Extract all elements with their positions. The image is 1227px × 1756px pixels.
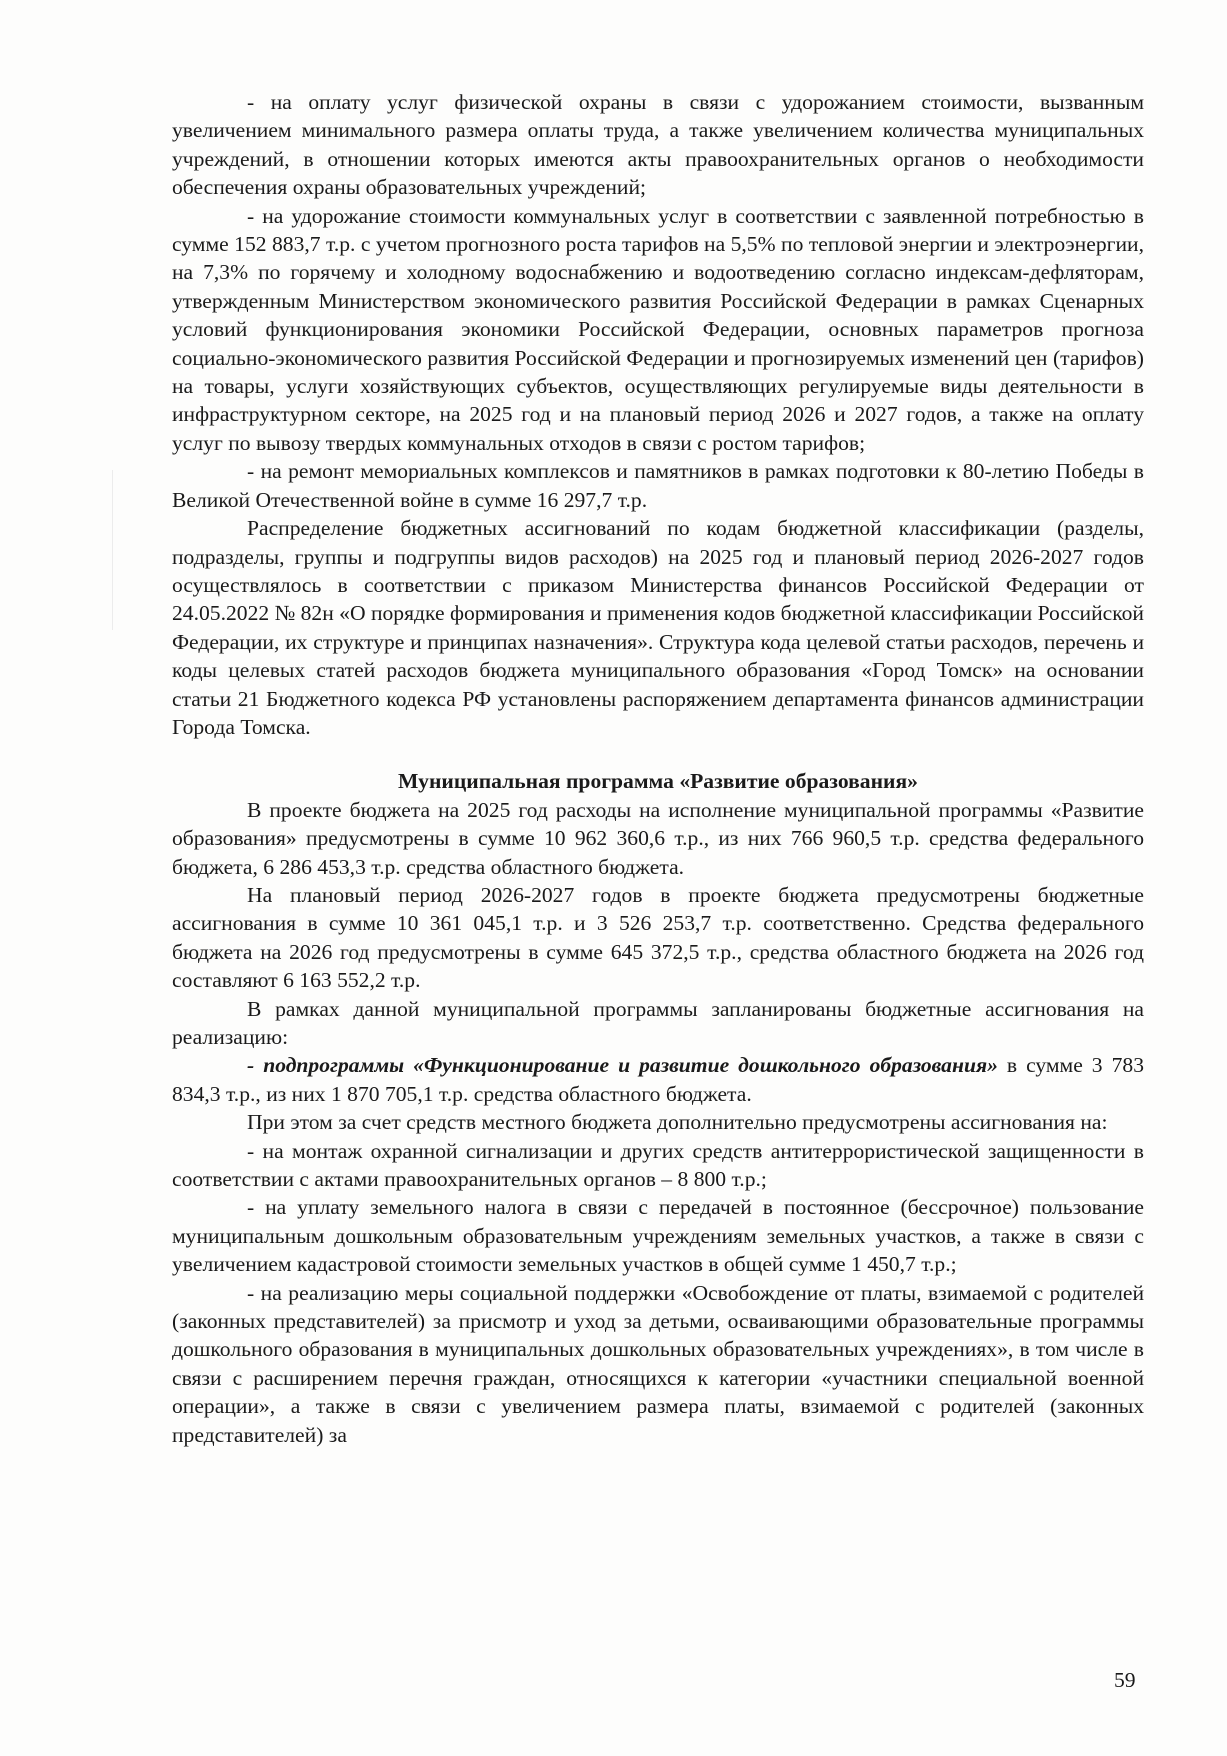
scan-edge-mark (112, 470, 113, 630)
paragraph-local-budget: При этом за счет средств местного бюджета дополнительно предусмотрены ассигнования на: (247, 1110, 1108, 1135)
paragraph-alarm-installation: - на монтаж охранной сигнализации и других средств антитеррористической защищенности в соответствии с актами правоохранительных органов – 8 800 т.р.; (172, 1138, 1144, 1192)
paragraph-program-2025: В проекте бюджета на 2025 год расходы на исполнение муниципальной программы «Развитие образования» предусмотрены в сумме 10 962 360,6 т.р., из них 766 960,5 т.р. средства федерального бюджета, 6 286 453,3 т.р. средства областного бюджета. (172, 797, 1144, 879)
subprogram-title: - подпрограммы «Функционирование и развитие дошкольного образования» (247, 1053, 998, 1078)
paragraph-utilities: - на удорожание стоимости коммунальных услуг в соответствии с заявленной потребностью в сумме 152 883,7 т.р. с учетом прогнозного роста тарифов на 5,5% по тепловой энергии и электроэнергии, на 7,3% по горячему и холодному водоснабжению и водоотведению согласно индексам-дефляторам, утвержденным Министерством экономического развития Российской Федерации в рамках Сценарных условий функционирования экономики Российской Федерации, основных параметров прогноза социально-экономического развития Российской Федерации и прогнозируемых изменений цен (тарифов) на товары, услуги хозяйствующих субъектов, осуществляющих регулируемые виды деятельности в инфраструктурном секторе, на 2025 год и на плановый период 2026 и 2027 годов, а также на оплату услуг по вывозу твердых коммунальных отходов в связи с ростом тарифов; (172, 203, 1144, 455)
page-number: 59 (1114, 1668, 1136, 1692)
paragraph-memorials: - на ремонт мемориальных комплексов и памятников в рамках подготовки к 80-летию Победы в Великой Отечественной войне в сумме 16 297,7 т.р. (172, 459, 1144, 512)
section-heading: Муниципальная программа «Развитие образования» (398, 769, 918, 794)
paragraph-preschool-subprogram (172, 1051, 1144, 1108)
paragraph-social-support: - на реализацию меры социальной поддержки «Освобождение от платы, взимаемой с родителей (законных представителей) за присмотр и уход за детьми, осваивающими образовательные программы дошкольного образования в муниципальных дошкольных образовательных учреждениях», в том числе в связи с расширением перечня граждан, относящихся к категории «участники специальной военной операции», а также в связи с увеличением размера платы, взимаемой с родителей (законных представителей) за (172, 1280, 1144, 1447)
paragraph-program-scope: В рамках данной муниципальной программы запланированы бюджетные ассигнования на реализацию: (172, 996, 1144, 1049)
paragraph-budget-classification: Распределение бюджетных ассигнований по кодам бюджетной классификации (разделы, подразделы, группы и подгруппы видов расходов) на 2025 год и плановый период 2026-2027 годов осуществлялось в соответствии с приказом Министерства финансов Российской Федерации от 24.05.2022 № 82н «О порядке формирования и применения кодов бюджетной классификации Российской Федерации, их структуре и принципах назначения». Структура кода целевой статьи расходов, перечень и коды целевых статей расходов бюджета муниципального образования «Город Томск» на основании статьи 21 Бюджетного кодекса РФ установлены распоряжением департамента финансов администрации Города Томска. (172, 516, 1144, 739)
subprogram-amount: в сумме 3 783 834,3 т.р., из них 1 870 705,1 т.р. средства областного бюджета. (172, 1053, 1144, 1106)
paragraph-land-tax: - на уплату земельного налога в связи с передачей в постоянное (бессрочное) пользование муниципальным дошкольным образовательным учреждениям земельных участков, а также в связи с увеличением кадастровой стоимости земельных участков в общей сумме 1 450,7 т.р.; (172, 1195, 1144, 1277)
document-body (172, 88, 1144, 1449)
paragraph-security-services: - на оплату услуг физической охраны в связи с удорожанием стоимости, вызванным увеличением минимального размера оплаты труда, а также увеличением количества муниципальных учреждений, в отношении которых имеются акты правоохранительных органов о необходимости обеспечения охраны образовательных учреждений; (172, 90, 1144, 200)
paragraph-program-2026-2027: На плановый период 2026-2027 годов в проекте бюджета предусмотрены бюджетные ассигнования в сумме 10 361 045,1 т.р. и 3 526 253,7 т.р. соответственно. Средства федерального бюджета на 2026 год предусмотрены в сумме 645 372,5 т.р., средства областного бюджета на 2026 год составляют 6 163 552,2 т.р. (172, 882, 1144, 993)
